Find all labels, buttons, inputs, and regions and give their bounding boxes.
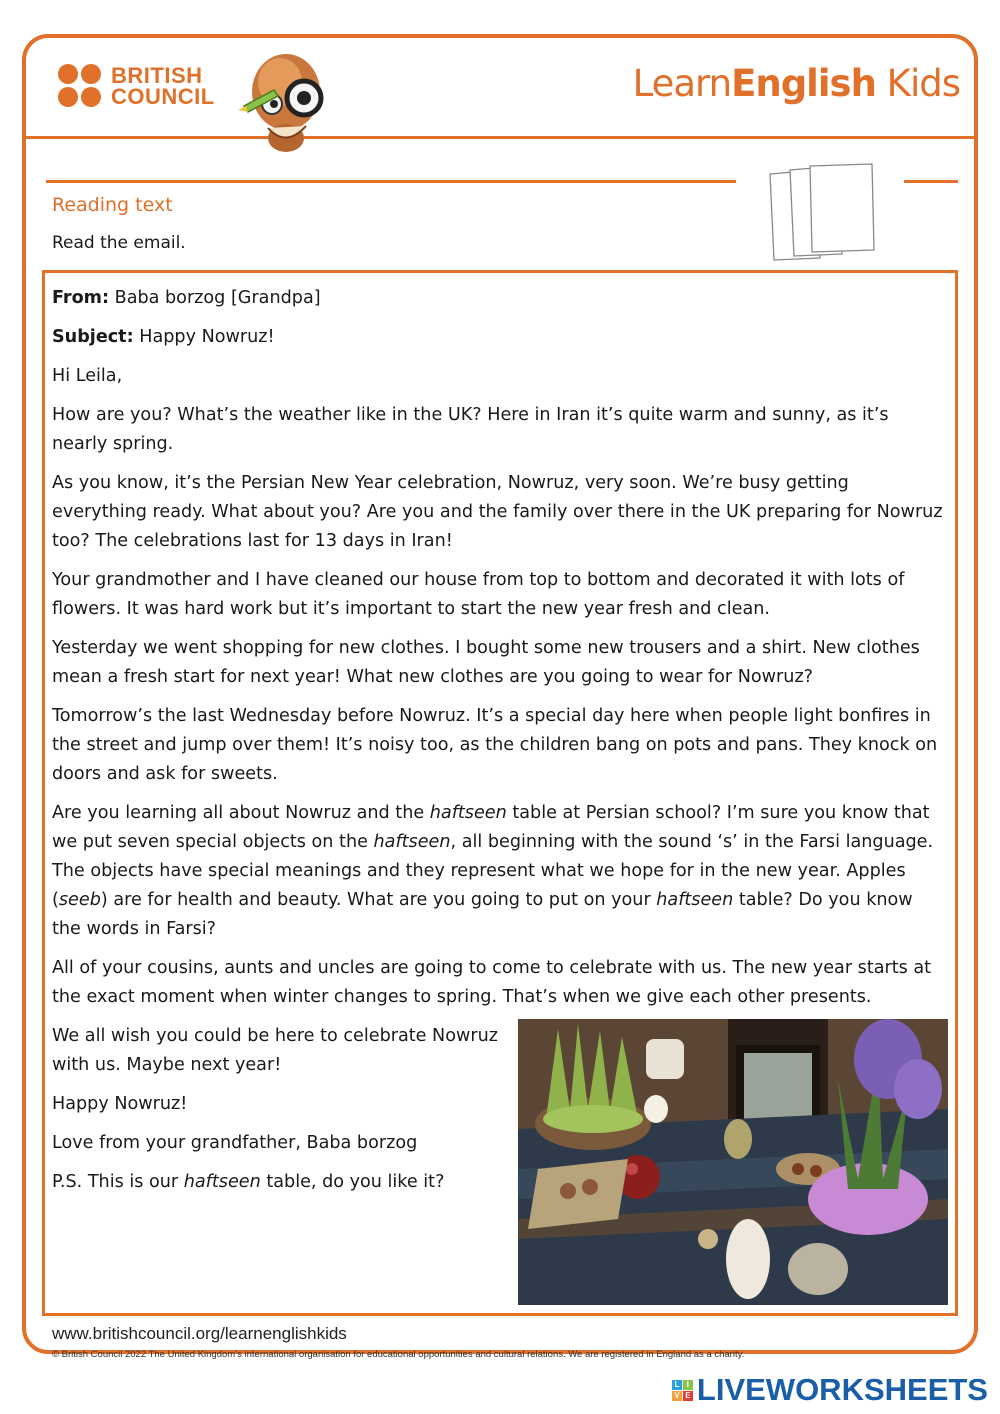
bc-dots-icon: [58, 64, 101, 107]
section-title: Reading text: [52, 194, 173, 216]
email-paragraph-3: Your grandmother and I have cleaned our house from top to bottom and decorated it with lots of flowers. It was hard work but it’s important to start the new year fresh and clean.: [52, 570, 905, 619]
section-divider-right: [904, 180, 958, 183]
liveworksheets-logo[interactable]: [672, 1372, 988, 1408]
section-divider-left: [46, 180, 736, 183]
email-sign-off: Love from your grandfather, Baba borzog: [52, 1133, 418, 1153]
british-council-logo: [58, 64, 215, 107]
learnenglish-kids-logo: LearnEnglish Kids: [632, 62, 960, 105]
email-paragraph-9: Happy Nowruz!: [52, 1094, 188, 1114]
bc-wordmark: BRITISH COUNCIL: [111, 62, 215, 109]
instruction-text: Read the email.: [52, 233, 186, 253]
email-subject: Subject: Happy Nowruz!: [52, 327, 275, 347]
email-paragraph-1: How are you? What’s the weather like in the UK? Here in Iran it’s quite warm and sunny, as it’s nearly spring.: [52, 405, 889, 454]
haftseen-table-photo: [518, 1019, 948, 1305]
footer-url[interactable]: www.britishcouncil.org/learnenglishkids: [52, 1324, 347, 1343]
email-paragraph-2: As you know, it’s the Persian New Year celebration, Nowruz, very soon. We’re busy getting everything ready. What about you? Are you and the family over there in the UK preparing for Nowruz too? The celebrations last for 13 days in Iran!: [52, 473, 943, 551]
email-postscript: P.S. This is our haftseen table, do you like it?: [52, 1172, 445, 1192]
email-paragraph-5: Tomorrow’s the last Wednesday before Nowruz. It’s a special day here when people light bonfires in the street and jump over them! It’s noisy too, as the children bang on pots and pans. They knock on doors and ask for sweets.: [52, 706, 938, 784]
liveworksheets-text: LIVEWORKSHEETS: [696, 1372, 988, 1407]
email-greeting: Hi Leila,: [52, 366, 123, 386]
footer-copyright: © British Council 2022 The United Kingdom’s international organisation for educational opportunities and cultural relations. We are registered in England as a charity.: [52, 1349, 745, 1360]
email-paragraph-8: We all wish you could be here to celebrate Nowruz with us. Maybe next year!: [52, 1026, 498, 1075]
email-paragraph-6: Are you learning all about Nowruz and the haftseen table at Persian school? I’m sure you know that we put seven special objects on the haftseen, all beginning with the sound ‘s’ in the Farsi language. The objects have special meanings and they represent what we hope for in the new year. Apples (seeb) are for health and beauty. What are you going to put on your haftseen table? Do you know the words in Farsi?: [52, 803, 934, 939]
liveworksheets-badge-icon: L I V E: [672, 1380, 693, 1401]
papers-icon: [766, 160, 884, 264]
email-from: From: Baba borzog [Grandpa]: [52, 288, 321, 308]
mascot-icon: [234, 46, 330, 154]
email-paragraph-4: Yesterday we went shopping for new clothes. I bought some new trousers and a shirt. New clothes mean a fresh start for next year! What new clothes are you going to wear for Nowruz?: [52, 638, 920, 687]
email-paragraph-7: All of your cousins, aunts and uncles are going to come to celebrate with us. The new year starts at the exact moment when winter changes to spring. That’s when we give each other presents.: [52, 958, 932, 1007]
header-divider: [26, 136, 974, 139]
